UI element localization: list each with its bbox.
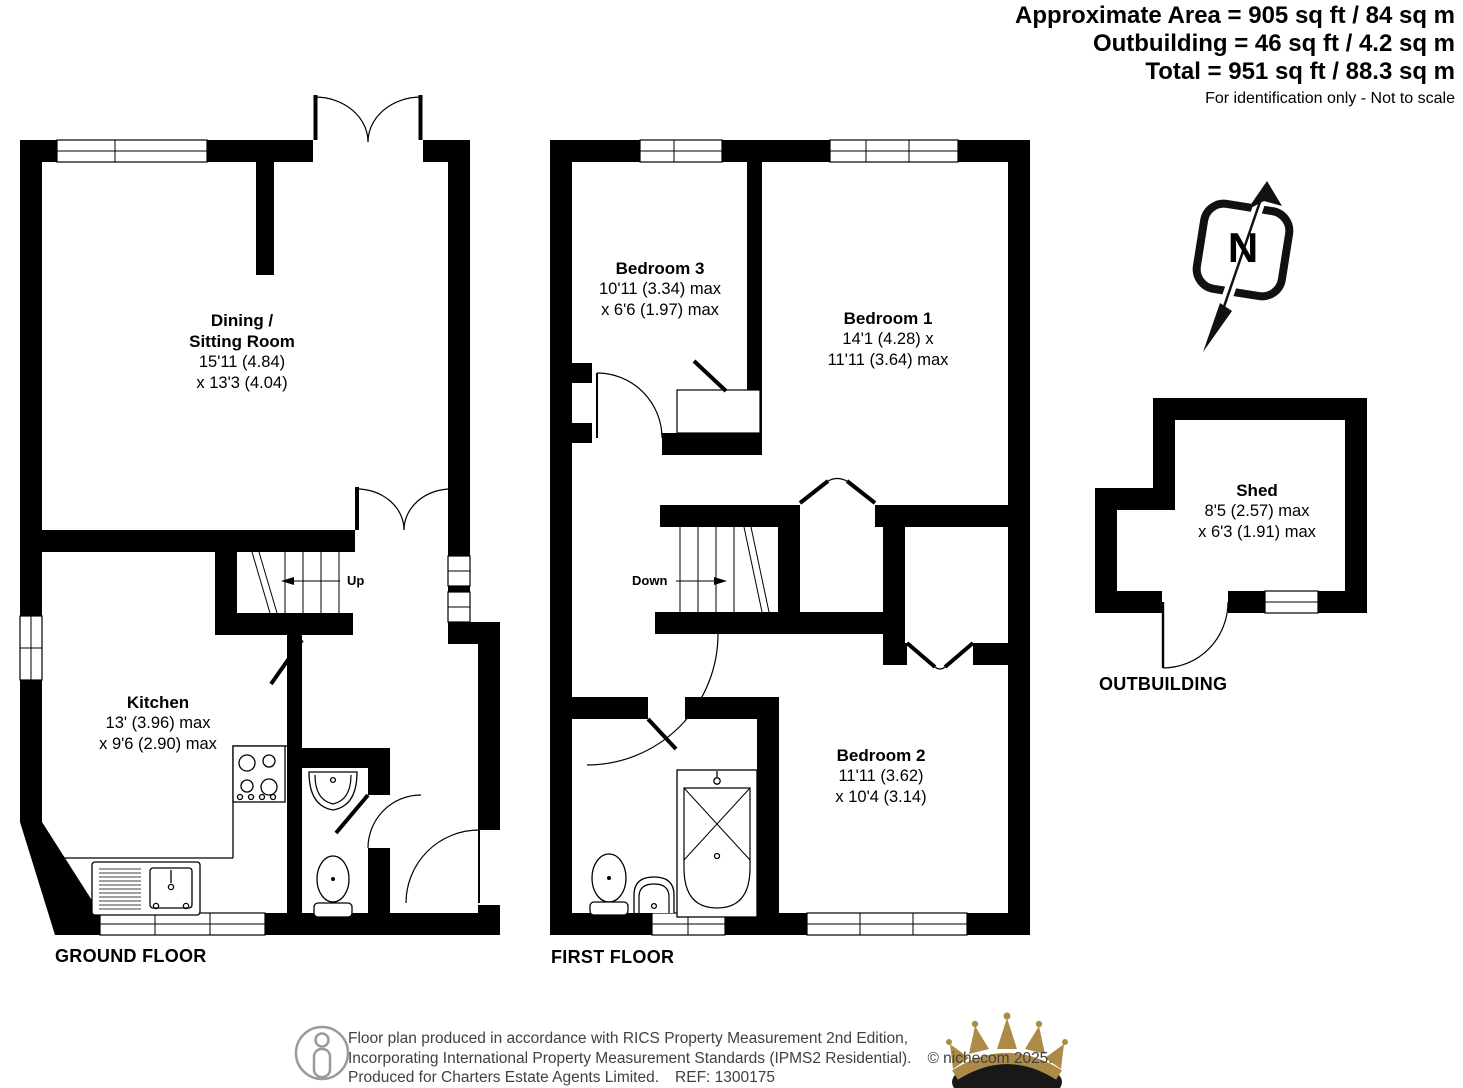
hob <box>233 746 285 802</box>
up-arrow-icon <box>281 577 294 585</box>
bedroom1-wardrobe-doors <box>800 479 875 504</box>
shed-door <box>1163 602 1228 668</box>
stairs-down-label: Down <box>632 573 668 588</box>
room-label-shed: Shed 8'5 (2.57) max x 6'3 (1.91) max <box>1198 481 1316 541</box>
rics-person-icon <box>296 1027 348 1079</box>
first-floor-title: FIRST FLOOR <box>551 947 675 967</box>
bedroom2-door <box>907 643 973 669</box>
ground-floor-plan <box>20 95 500 935</box>
total-area: Total = 951 sq ft / 88.3 sq m <box>1145 58 1455 85</box>
reference-number: REF: 1300175 <box>675 1069 775 1086</box>
room-label-bedroom2: Bedroom 2 11'11 (3.62) x 10'4 (3.14) <box>835 746 927 806</box>
cloakroom <box>287 635 421 935</box>
area-summary <box>1015 2 1455 109</box>
room-label-bedroom1: Bedroom 1 14'1 (4.28) x 11'11 (3.64) max <box>827 309 949 369</box>
compass-north-label: N <box>1227 224 1259 271</box>
front-door <box>406 830 479 903</box>
outbuilding-title: OUTBUILDING <box>1099 674 1228 694</box>
footer-disclaimer <box>348 1029 1053 1088</box>
footer-line1: Floor plan produced in accordance with RICS Property Measurement 2nd Edition, <box>348 1030 909 1047</box>
footer-line3: Produced for Charters Estate Agents Limited. REF: 1300175 <box>348 1069 775 1086</box>
bathroom-fittings <box>590 770 757 917</box>
approximate-area: Approximate Area = 905 sq ft / 84 sq m <box>1015 2 1455 29</box>
room-label-dining: Dining / Sitting Room 15'11 (4.84) x 13'3 (4.04) <box>189 311 295 392</box>
rear-double-door <box>357 487 451 530</box>
patio-double-door <box>315 95 421 142</box>
down-arrow-icon <box>714 577 727 585</box>
bedroom3-door <box>597 373 662 438</box>
disclaimer: For identification only - Not to scale <box>1205 90 1455 107</box>
ground-floor-title: GROUND FLOOR <box>55 946 207 966</box>
copyright: © nichecom 2025. <box>927 1049 1053 1067</box>
footer-line2: Incorporating International Property Measurement Standards (IPMS2 Residential). © nichecom 2025. <box>348 1049 1053 1067</box>
stairs-up-label: Up <box>347 573 365 588</box>
outbuilding-area: Outbuilding = 46 sq ft / 4.2 sq m <box>1092 30 1455 57</box>
room-label-bedroom3: Bedroom 3 10'11 (3.34) max x 6'6 (1.97) max <box>598 259 722 319</box>
basin <box>634 877 674 913</box>
bath <box>677 770 757 917</box>
room-label-kitchen: Kitchen 13' (3.96) max x 9'6 (2.90) max <box>99 693 217 753</box>
staircase-down <box>676 527 769 612</box>
staircase-up <box>215 552 353 635</box>
